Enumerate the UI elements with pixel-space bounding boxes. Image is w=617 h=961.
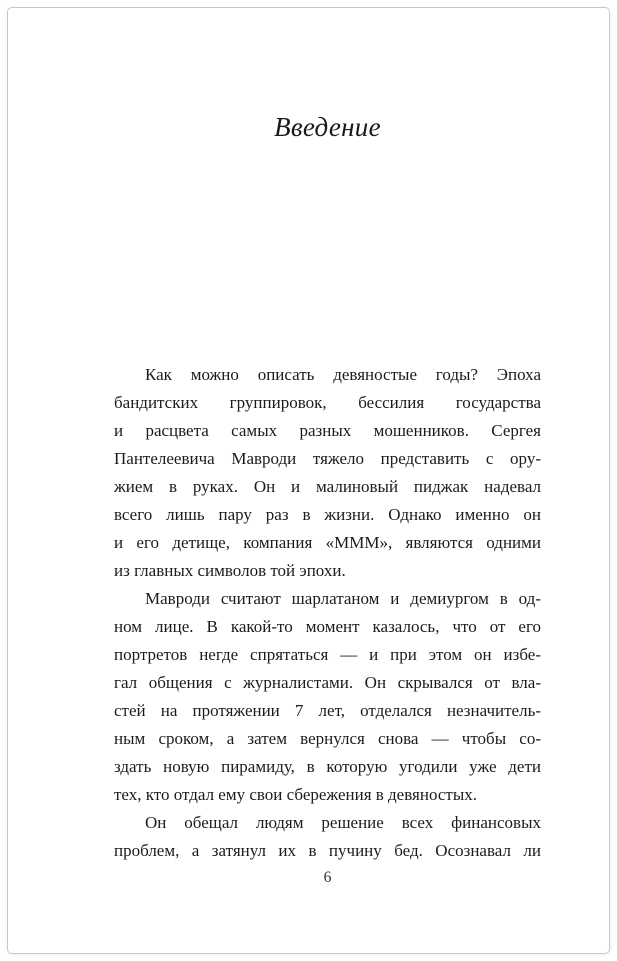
text-line: жием в руках. Он и малиновый пиджак надевал [114,477,541,496]
text-line: и расцвета самых разных мошенников. Сергея [114,421,541,440]
page-content [114,0,541,961]
text-line: Мавроди считают шарлатаном и демиургом в од- [145,589,541,608]
text-line: проблем, а затянул их в пучину бед. Осознавал ли [114,841,541,860]
body-text [114,361,541,865]
text-line: портретов негде спрятаться — и при этом он избе- [114,645,541,664]
text-line: и его детище, компания «МММ», являются одними [114,533,541,552]
text-line: Пантелеевича Мавроди тяжело представить с ору- [114,449,541,468]
text-line: здать новую пирамиду, в которую угодили уже дети [114,757,541,776]
text-line: тех, кто отдал ему свои сбережения в девяностых. [114,785,478,804]
page-number: 6 [323,869,332,886]
text-line: из главных символов той эпохи. [114,561,346,580]
text-line: стей на протяжении 7 лет, отделался незначитель- [114,701,541,720]
text-line: гал общения с журналистами. Он скрывался от вла- [114,673,541,692]
text-line: Как можно описать девяностые годы? Эпоха [145,365,541,384]
text-line: бандитских группировок, бессилия государства [114,393,541,412]
chapter-title: Введение [274,112,381,142]
text-line: Он обещал людям решение всех финансовых [145,813,541,832]
text-line: ном лице. В какой-то момент казалось, что от его [114,617,541,636]
text-line: всего лишь пару раз в жизни. Однако именно он [114,505,541,524]
text-line: ным сроком, а затем вернулся снова — чтобы со- [114,729,541,748]
